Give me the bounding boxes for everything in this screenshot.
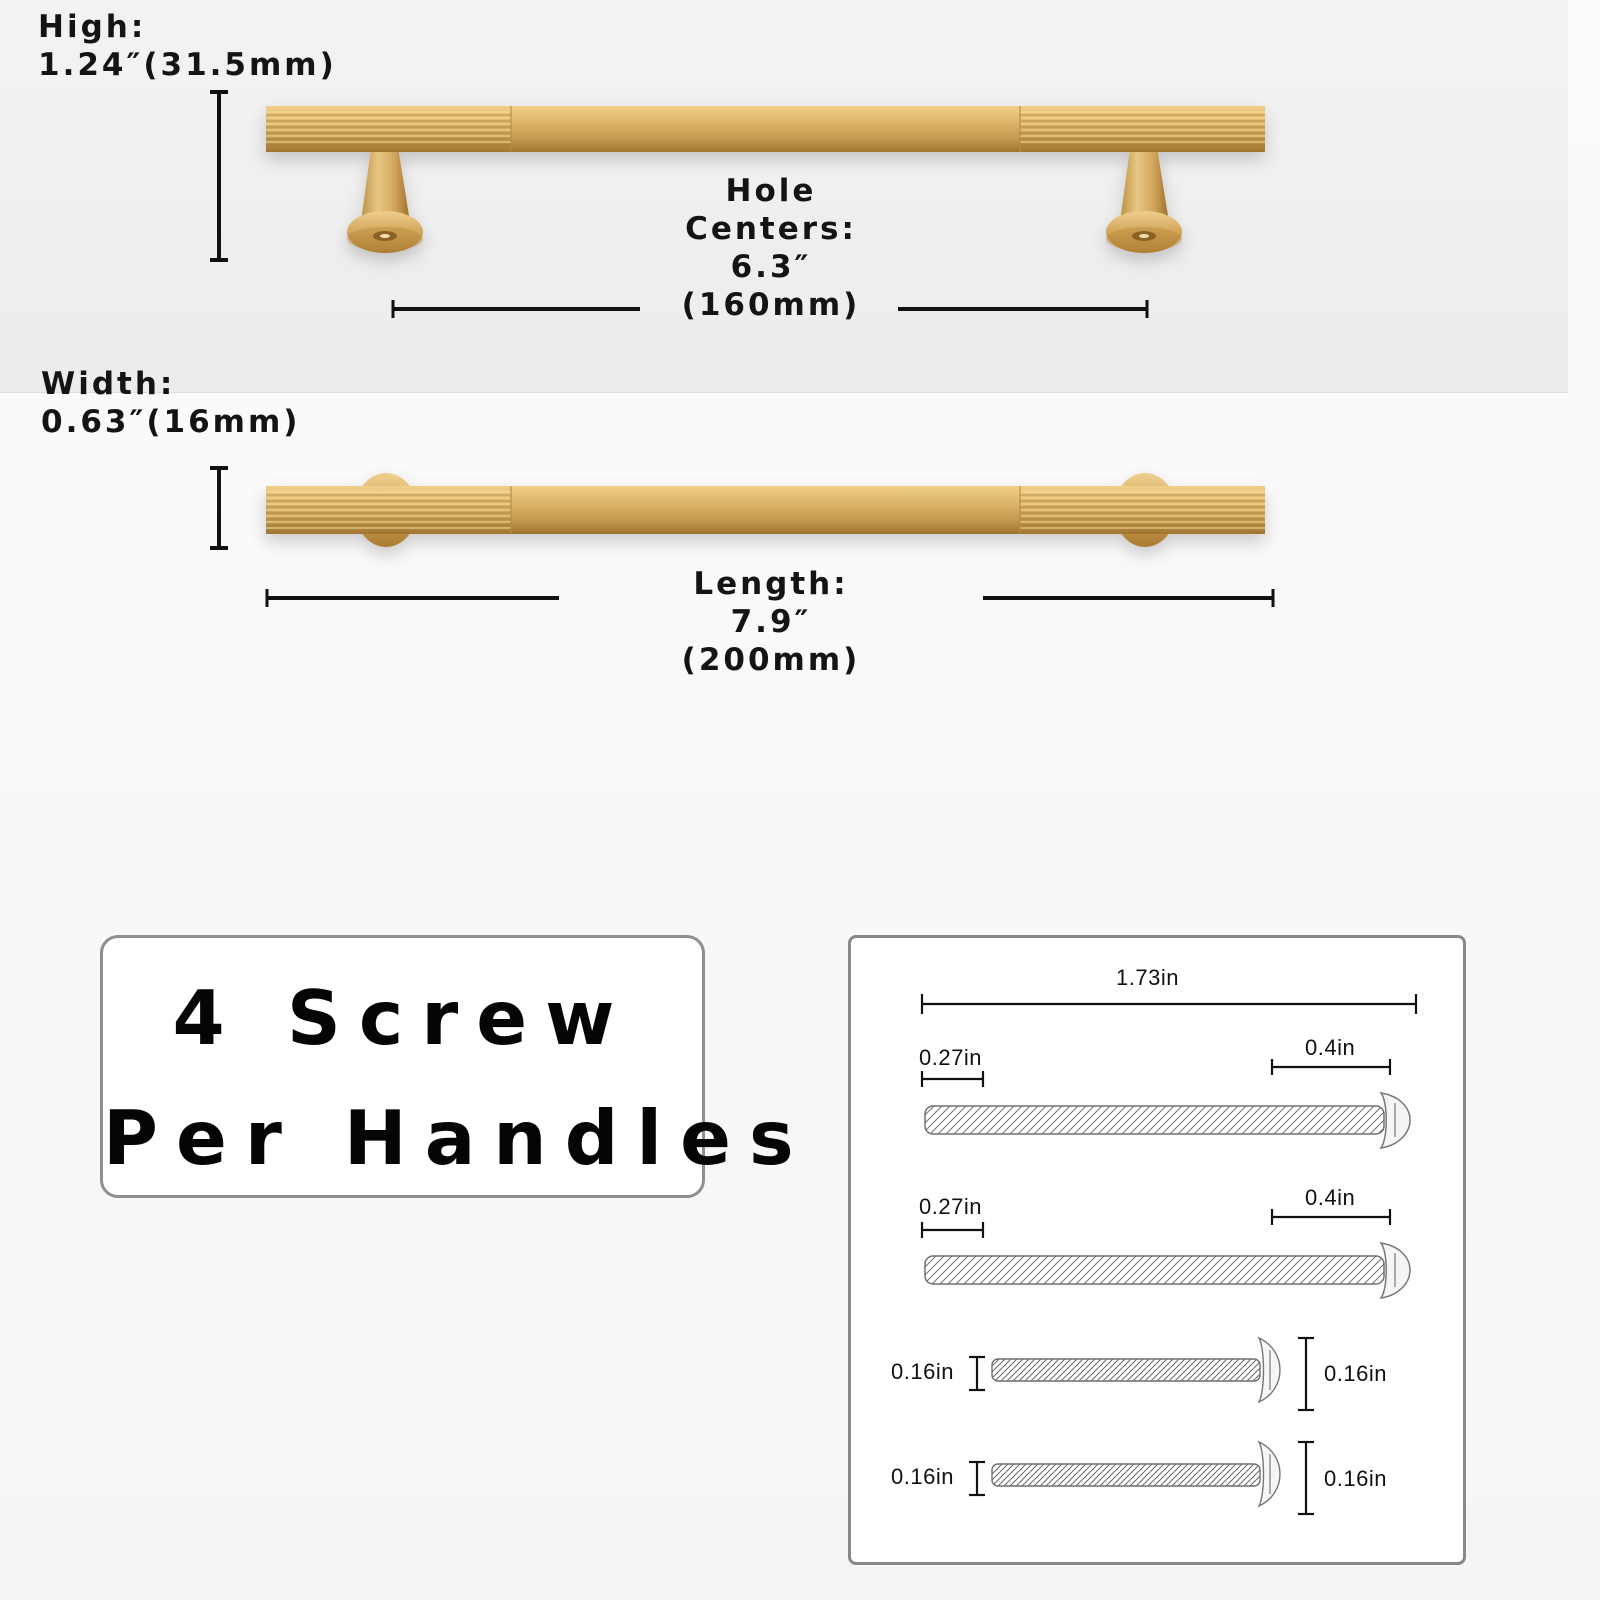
long-screw-1 [925,1093,1410,1148]
long-screw-2 [925,1243,1410,1298]
screw-short-right-label-2: 0.16in [1324,1466,1387,1491]
length-label: Length: 7.9″ (200mm) [681,566,861,678]
screw-count-line-1: 4 Screw [172,974,633,1062]
height-label: High: 1.24″(31.5mm) [38,9,337,83]
short-screw-2 [992,1442,1280,1506]
width-label: Width: 0.63″(16mm) [41,366,301,440]
screw-thread-large-label-2: 0.4in [1305,1185,1356,1210]
screw-short-right-label-1: 0.16in [1324,1361,1387,1386]
screw-count-line-2: Per Handles [103,1094,812,1182]
screw-icon [925,1093,1410,1506]
screw-overall-length-label: 1.73in [1116,965,1179,990]
screw-short-left-label-1: 0.16in [891,1359,954,1384]
screw-short-left-label-2: 0.16in [891,1464,954,1489]
screw-thread-small-label-2: 0.27in [919,1194,982,1219]
short-screw-1 [992,1338,1280,1402]
dimension-arrow-icon [922,994,1416,1514]
screw-thread-small-label-1: 0.27in [919,1045,982,1070]
screw-thread-large-label-1: 0.4in [1305,1035,1356,1060]
hole-centers-label: Hole Centers: 6.3″ (160mm) [681,173,861,323]
